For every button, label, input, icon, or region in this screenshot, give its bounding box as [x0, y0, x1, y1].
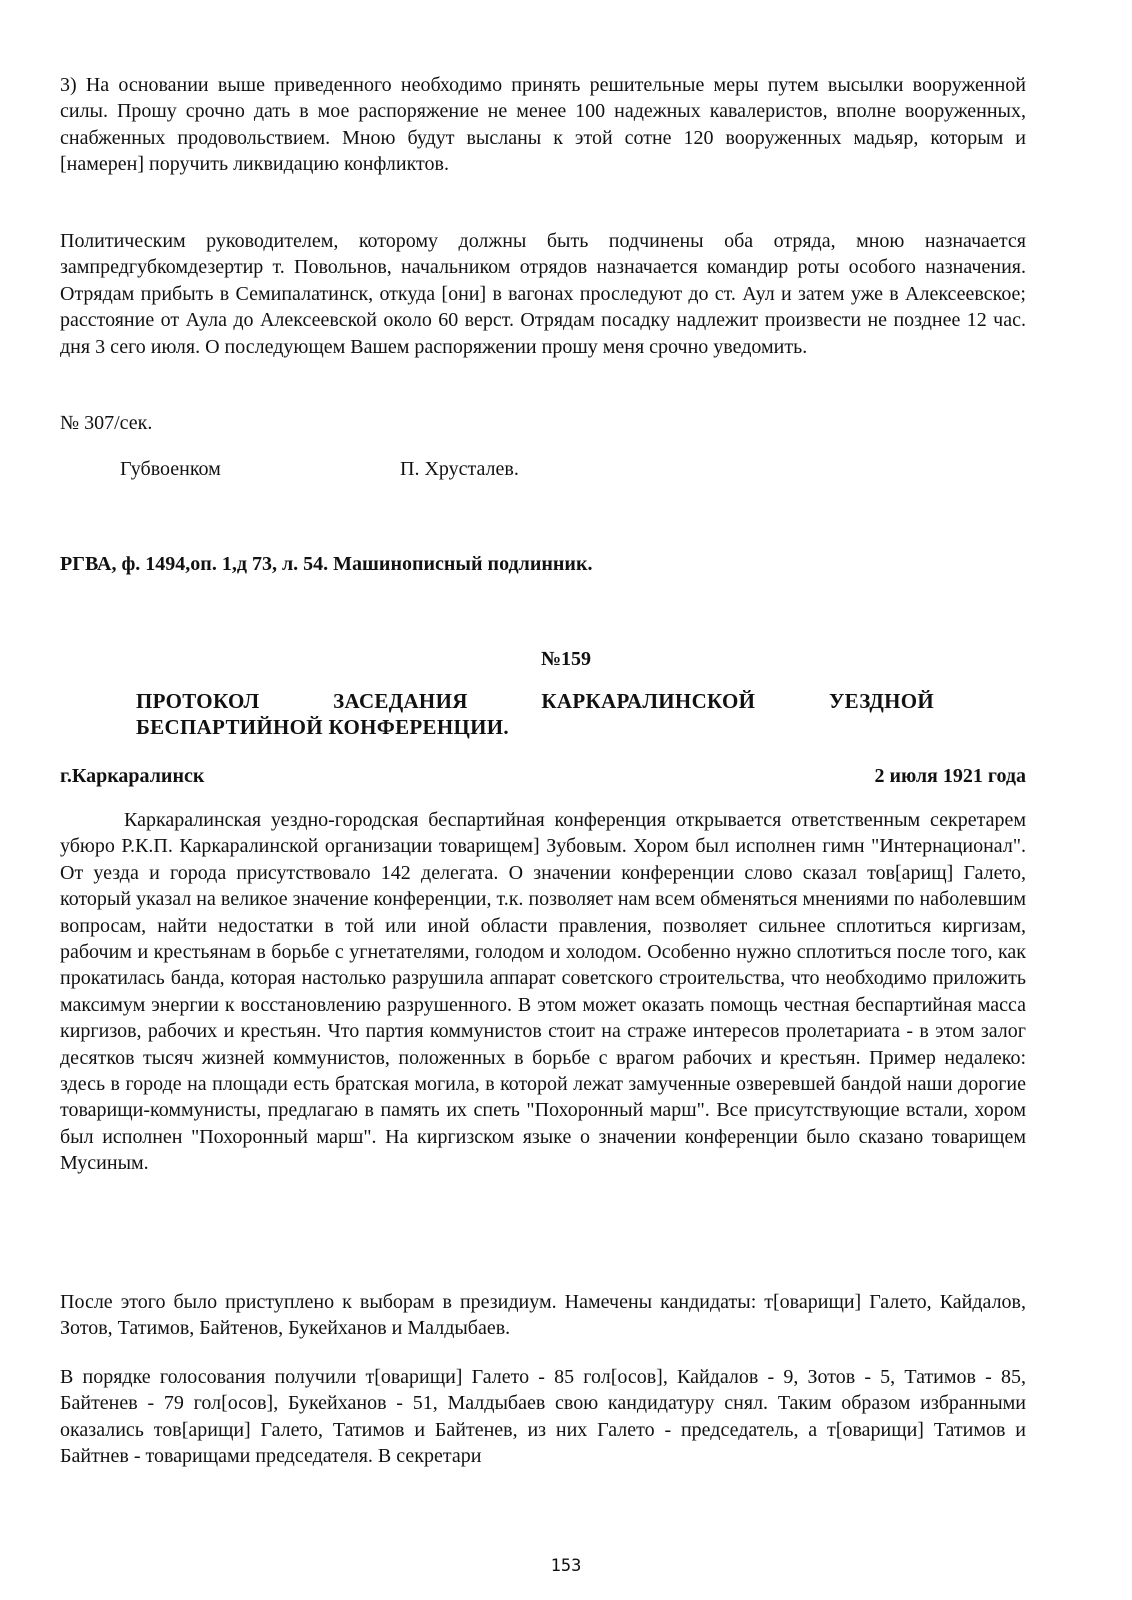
document-place: г.Каркаралинск [60, 765, 205, 787]
paragraph-voting-results: В порядке голосования получили т[оварищи] Галето - 85 гол[осов], Кайдалов - 9, Зотов - 5, Татимов - 85, Байтенев - 79 гол[осов], Букейханов - 51, Малдыбаев свою кандидатуру снял. Таким образом избранными оказались тов[арищи] Галето, Татимов и Байтенев, из них Галето - председатель, а т[оварищи] Татимов и Байтнев - товарищами председателя. В секретари [60, 1366, 1026, 1468]
paragraph-conference-opening: Каркаралинская уездно-городская беспартийная конференция открывается ответственным секретарем убюро Р.К.П. Каркаралинской организации товарищем] Зубовым. Хором был исполнен гимн "Интернационал". От уезда и города присутствовало 142 делегата. О значении конференции слово сказал тов[арищ] Галето, который указал на великое значение конференции, т.к. позволяет нам всем обменяться мнениями по наболевшим вопросам, найти недостатки в той или иной области правления, позволяет сильнее сплотиться киргизам, рабочим и крестьянам в борьбе с угнетателями, голодом и холодом. Особенно нужно сплотиться после того, как прокатилась банда, которая настолько разрушила аппарат советского строительства, что необходимо приложить максимум энергии к восстановлению разрушенного. В этом может оказать помощь честная беспартийная масса киргизов, рабочих и крестьян. Что партия коммунистов стоит на страже интересов пролетариата - в этом залог десятков тысяч жизней коммунистов, положенных в борьбе с врагом рабочих и крестьян. Пример недалеко: здесь в городе на площади есть братская могила, в которой лежат замученные озверевшей бандой наши дорогие товарищи-коммунисты, предлагаю в память их спеть "Похоронный марш". Все присутствующие встали, хором был исполнен "Похоронный марш". На киргизском языке о значении конференции было сказано товарищем Мусиным. [60, 809, 1026, 1175]
reference-number: № 307/сек. [60, 412, 153, 434]
document-title-line1: ПРОТОКОЛ ЗАСЕДАНИЯ КАРКАРАЛИНСКОЙ УЕЗДНОЙ [136, 689, 934, 713]
page-number: 153 [550, 1556, 582, 1576]
signature-name: П. Хрусталев. [400, 458, 519, 480]
document-number: №159 [540, 648, 592, 670]
paragraph-presidium-candidates: После этого было приступлено к выборам в президиум. Намечены кандидаты: т[оварищи] Галето, Кайдалов, Зотов, Татимов, Байтенов, Букейханов и Малдыбаев. [60, 1291, 1026, 1340]
document-title-line2: БЕСПАРТИЙНОЙ КОНФЕРЕНЦИИ. [136, 715, 509, 739]
document-date: 2 июля 1921 года [874, 765, 1026, 787]
archive-source-note: РГВА, ф. 1494,оп. 1,д 73, л. 54. Машинописный подлинник. [60, 553, 593, 575]
paragraph-measures: 3) На основании выше приведенного необходимо принять решительные меры путем высылки вооруженной силы. Прошу срочно дать в мое распоряжение не менее 100 надежных кавалеристов, вполне вооруженных, снабженных продовольствием. Мною будут высланы к этой сотне 120 вооруженных мадьяр, которым и [намерен] поручить ликвидацию конфликтов. [60, 74, 1026, 176]
paragraph-political-leader: Политическим руководителем, которому должны быть подчинены оба отряда, мною назначается зампредгубкомдезертир т. Повольнов, начальником отрядов назначается командир роты особого назначения. Отрядам прибыть в Семипалатинск, откуда [они] в вагонах проследуют до ст. Аул и затем уже в Алексеевское; расстояние от Аула до Алексеевской около 60 верст. Отрядам посадку надлежит произвести не позднее 12 час. дня 3 сего июля. О последующем Вашем распоряжении прошу меня срочно уведомить. [60, 230, 1026, 358]
signature-position: Губвоенком [120, 458, 221, 480]
